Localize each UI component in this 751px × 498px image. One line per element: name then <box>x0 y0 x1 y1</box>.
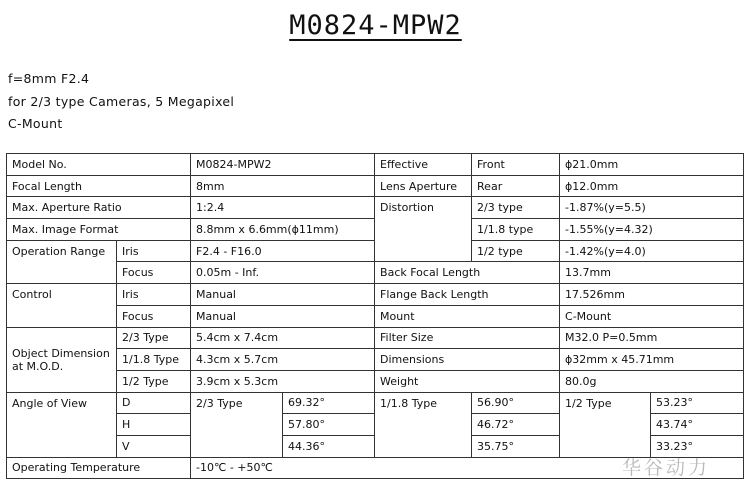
aperture-rear-value: ϕ12.0mm <box>560 175 744 197</box>
intro-block <box>8 68 234 136</box>
model-no-label: Model No. <box>7 154 191 176</box>
control-iris-label: Iris <box>117 284 191 306</box>
operation-iris-value: F2.4 - F16.0 <box>191 240 375 262</box>
intro-mount: C-Mount <box>8 116 63 131</box>
angle-axis-h: H <box>117 414 191 436</box>
angle-value: 35.75° <box>472 435 560 457</box>
object-dimension-value: 5.4cm x 7.4cm <box>191 327 375 349</box>
angle-value: 43.74° <box>651 414 744 436</box>
table-row <box>7 262 744 284</box>
object-dimension-value: 3.9cm x 5.3cm <box>191 370 375 392</box>
table-row <box>7 154 744 176</box>
operation-iris-label: Iris <box>117 240 191 262</box>
aperture-front-value: ϕ21.0mm <box>560 154 744 176</box>
table-row <box>7 284 744 306</box>
object-dimension-label-line2: at M.O.D. <box>12 359 64 373</box>
table-row <box>7 175 744 197</box>
distortion-value: -1.55%(y=4.32) <box>560 219 744 241</box>
distortion-type: 1/1.8 type <box>472 219 560 241</box>
flange-back-length-label: Flange Back Length <box>375 284 560 306</box>
angle-value: 56.90° <box>472 392 560 414</box>
operating-temperature-value: -10℃ - +50℃ <box>191 457 744 479</box>
angle-value: 46.72° <box>472 414 560 436</box>
object-dimension-value: 4.3cm x 5.7cm <box>191 349 375 371</box>
aperture-rear-label: Rear <box>472 175 560 197</box>
effective-aperture-label-line1: Effective <box>375 154 472 176</box>
mount-label: Mount <box>375 305 560 327</box>
object-dimension-label <box>7 327 117 392</box>
angle-axis-d: D <box>117 392 191 414</box>
distortion-label: Distortion <box>375 197 472 262</box>
dimensions-value: ϕ32mm x 45.71mm <box>560 349 744 371</box>
table-row <box>7 349 744 371</box>
flange-back-length-value: 17.526mm <box>560 284 744 306</box>
operation-focus-value: 0.05m - Inf. <box>191 262 375 284</box>
angle-axis-v: V <box>117 435 191 457</box>
page-title: M0824-MPW2 <box>289 10 462 41</box>
spec-table <box>6 153 744 479</box>
angle-of-view-label: Angle of View <box>7 392 117 457</box>
focal-length-label: Focal Length <box>7 175 191 197</box>
max-aperture-ratio-label: Max. Aperture Ratio <box>7 197 191 219</box>
angle-value: 33.23° <box>651 435 744 457</box>
table-row <box>7 197 744 219</box>
watermark: 华谷动力 <box>622 457 711 479</box>
angle-group-type: 2/3 Type <box>191 392 283 457</box>
table-row <box>7 392 744 414</box>
angle-value: 57.80° <box>283 414 375 436</box>
angle-value: 69.32° <box>283 392 375 414</box>
control-iris-value: Manual <box>191 284 375 306</box>
angle-group-type: 1/2 Type <box>560 392 651 457</box>
max-image-format-value: 8.8mm x 6.6mm(ϕ11mm) <box>191 219 375 241</box>
operating-temperature-label: Operating Temperature <box>7 457 191 479</box>
distortion-value: -1.42%(y=4.0) <box>560 240 744 262</box>
distortion-type: 1/2 type <box>472 240 560 262</box>
table-row <box>7 327 744 349</box>
filter-size-value: M32.0 P=0.5mm <box>560 327 744 349</box>
mount-value: C-Mount <box>560 305 744 327</box>
max-image-format-label: Max. Image Format <box>7 219 191 241</box>
back-focal-length-value: 13.7mm <box>560 262 744 284</box>
weight-value: 80.0g <box>560 370 744 392</box>
object-dimension-type: 1/2 Type <box>117 370 191 392</box>
intro-camera-type: for 2/3 type Cameras, 5 Megapixel <box>8 93 235 109</box>
object-dimension-type: 1/1.8 Type <box>117 349 191 371</box>
operation-focus-label: Focus <box>117 262 191 284</box>
table-row <box>7 370 744 392</box>
angle-group-type: 1/1.8 Type <box>375 392 472 457</box>
focal-length-value: 8mm <box>191 175 375 197</box>
dimensions-label: Dimensions <box>375 349 560 371</box>
model-no-value: M0824-MPW2 <box>191 154 375 176</box>
aperture-front-label: Front <box>472 154 560 176</box>
object-dimension-type: 2/3 Type <box>117 327 191 349</box>
back-focal-length-label: Back Focal Length <box>375 262 560 284</box>
control-focus-label: Focus <box>117 305 191 327</box>
max-aperture-ratio-value: 1:2.4 <box>191 197 375 219</box>
control-label: Control <box>7 284 117 327</box>
distortion-value: -1.87%(y=5.5) <box>560 197 744 219</box>
angle-value: 53.23° <box>651 392 744 414</box>
angle-value: 44.36° <box>283 435 375 457</box>
weight-label: Weight <box>375 370 560 392</box>
filter-size-label: Filter Size <box>375 327 560 349</box>
effective-aperture-label-line2: Lens Aperture <box>375 175 472 197</box>
object-dimension-label-line1: Object Dimension <box>12 346 110 360</box>
table-row <box>7 305 744 327</box>
control-focus-value: Manual <box>191 305 375 327</box>
operation-range-label: Operation Range <box>7 240 117 283</box>
distortion-type: 2/3 type <box>472 197 560 219</box>
intro-focal-aperture: f=8mm F2.4 <box>8 71 90 86</box>
